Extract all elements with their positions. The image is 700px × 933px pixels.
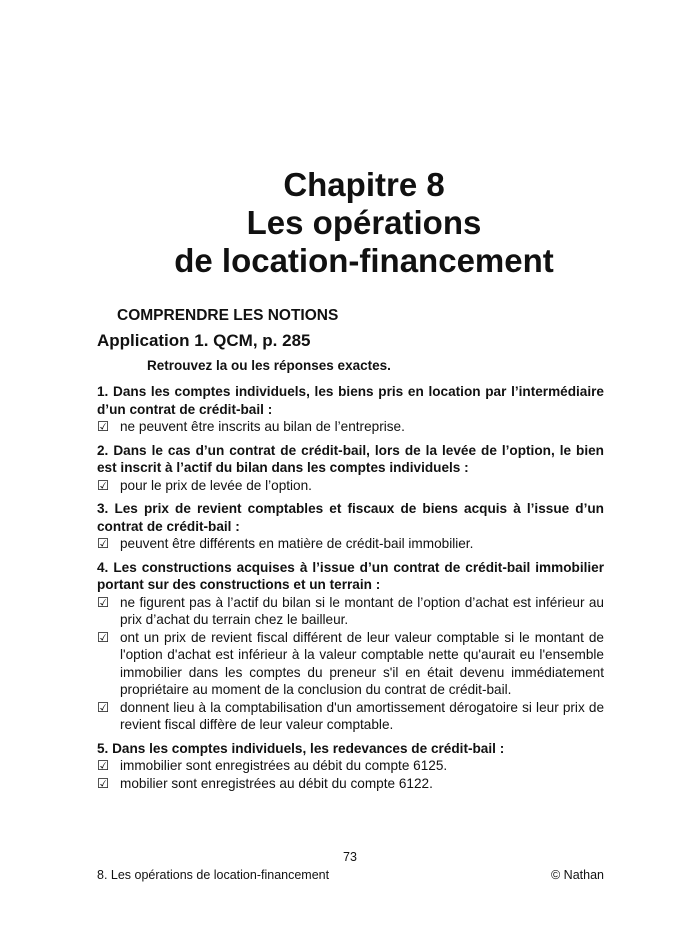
answer-text: immobilier sont enregistrées au débit du compte 6125. — [120, 758, 448, 773]
question: 2. Dans le cas d’un contrat de crédit-bail, lors de la levée de l’option, le bien est inscrit à l’actif du bilan dans les comptes individuels : — [97, 442, 604, 475]
answer-text: peuvent être différents en matière de crédit-bail immobilier. — [120, 536, 474, 551]
question: 4. Les constructions acquises à l’issue d’un contrat de crédit-bail immobilier portant sur des constructions et un terrain : — [97, 559, 604, 592]
answer — [97, 775, 604, 793]
checkbox-checked-icon: ☑ — [97, 629, 110, 645]
checkbox-checked-icon: ☑ — [97, 419, 110, 434]
title-line: de location-financement — [174, 242, 554, 279]
answer — [97, 535, 604, 553]
answer — [97, 757, 604, 775]
answer-text: ne peuvent être inscrits au bilan de l’entreprise. — [120, 419, 405, 434]
checkbox-checked-icon: ☑ — [97, 775, 110, 791]
footer-chapter: 8. Les opérations de location-financement — [97, 868, 330, 882]
question: 5. Dans les comptes individuels, les redevances de crédit-bail : — [97, 740, 505, 756]
answer — [97, 594, 604, 629]
questions-list — [97, 383, 604, 792]
answer — [97, 629, 604, 699]
footer — [97, 868, 604, 882]
footer-publisher: © Nathan — [551, 868, 604, 882]
question: 1. Dans les comptes individuels, les biens pris en location par l’intermédiaire d’un contrat de crédit-bail : — [97, 384, 604, 417]
answer-text: donnent lieu à la comptabilisation d'un amortissement dérogatoire si leur prix de revient fiscal diffère de leur valeur comptable. — [120, 699, 604, 732]
answer — [97, 418, 604, 436]
checkbox-checked-icon: ☑ — [97, 758, 110, 773]
checkbox-checked-icon: ☑ — [97, 594, 110, 610]
page-number: 73 — [343, 850, 357, 864]
answer-text: ont un prix de revient fiscal différent de leur valeur comptable si le montant de l'option d'achat est inférieur à la valeur comptable nette qu'aurait eu l'ensemble immobilier dans les comptes du preneur s'il en était devenu immédiatement propriétaire au moment de la conclusion du contrat de crédit-bail. — [120, 629, 604, 697]
title-line: Chapitre 8 — [283, 166, 445, 203]
instruction: Retrouvez la ou les réponses exactes. — [147, 358, 391, 373]
answer — [97, 477, 604, 495]
answer-text: pour le prix de levée de l’option. — [120, 477, 312, 493]
application-heading: Application 1. QCM, p. 285 — [97, 331, 311, 350]
checkbox-checked-icon: ☑ — [97, 536, 110, 551]
question: 3. Les prix de revient comptables et fiscaux de biens acquis à l’issue d’un contrat de crédit-bail : — [97, 501, 604, 534]
answer-text: ne figurent pas à l’actif du bilan si le montant de l’option d’achat est inférieur au prix d’achat du terrain chez le bailleur. — [120, 594, 604, 627]
title-line: Les opérations — [246, 204, 482, 241]
answer-text: mobilier sont enregistrées au débit du compte 6122. — [120, 775, 433, 791]
checkbox-checked-icon: ☑ — [97, 477, 110, 493]
section-heading: COMPRENDRE LES NOTIONS — [117, 307, 339, 324]
checkbox-checked-icon: ☑ — [97, 699, 110, 715]
answer — [97, 699, 604, 734]
chapter-title — [0, 166, 700, 280]
